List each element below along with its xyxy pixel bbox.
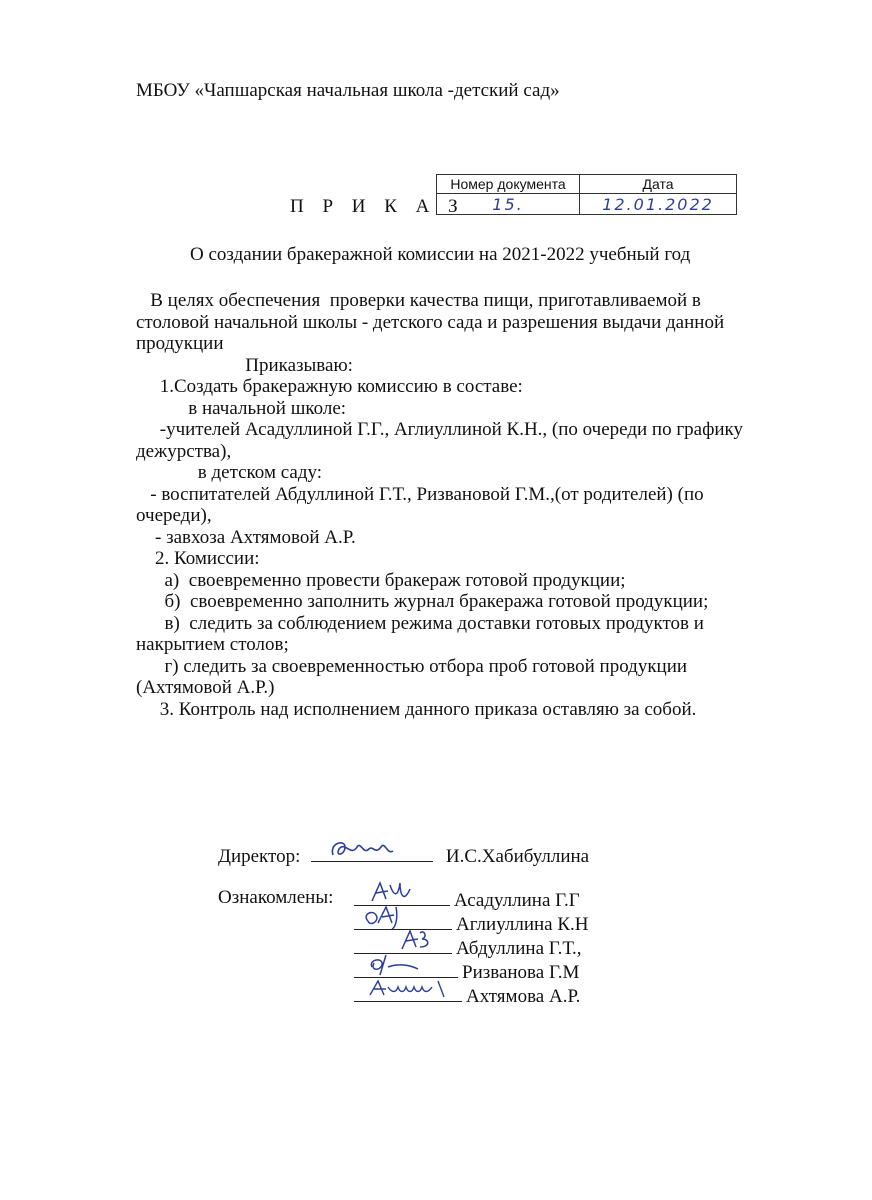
document-number-table bbox=[436, 174, 737, 215]
body-line: Приказываю: bbox=[136, 354, 353, 376]
person-name: Ризванова Г.М bbox=[462, 962, 580, 983]
body-line: очереди), bbox=[136, 505, 212, 526]
body-line: продукции bbox=[136, 333, 224, 354]
body-line: в детском саду: bbox=[136, 462, 323, 483]
signature-line bbox=[354, 983, 462, 1002]
body-line: столовой начальной школы - детского сада и разрешения выдачи данной bbox=[136, 311, 725, 333]
body-line: -учителей Асадуллиной Г.Г., Аглиуллиной К.Н., (по очереди по графику bbox=[136, 419, 744, 440]
person-name: Аглиуллина К.Н bbox=[456, 914, 589, 935]
body-line: 2. Комиссии: bbox=[136, 548, 260, 569]
director-signature bbox=[311, 833, 411, 863]
director-name: И.С.Хабибуллина bbox=[445, 846, 590, 867]
body-line: г) следить за своевременностью отбора проб готовой продукции bbox=[136, 655, 688, 677]
doc-number-header: Номер документа bbox=[437, 175, 580, 194]
order-subject: О создании бракеражной комиссии на 2021-2022 учебный год bbox=[190, 244, 691, 265]
body-line: накрытием столов; bbox=[136, 634, 289, 655]
doc-date-value: 12.01.2022 bbox=[580, 194, 737, 215]
body-line: (Ахтямовой А.Р.) bbox=[136, 677, 275, 698]
body-line: 3. Контроль над исполнением данного приказа оставляю за собой. bbox=[136, 698, 697, 720]
signature-akhtyamova bbox=[354, 973, 462, 1003]
body-line: в) следить за соблюдением режима доставки готовых продуктов и bbox=[136, 612, 704, 634]
body-line: - завхоза Ахтямовой А.Р. bbox=[136, 526, 356, 548]
director-signature-row bbox=[218, 843, 589, 868]
body-line: В целях обеспечения проверки качества пищи, приготавливаемой в bbox=[136, 290, 701, 311]
body-line: а) своевременно провести бракераж готовой продукции; bbox=[136, 569, 626, 591]
person-name: Ахтямова А.Р. bbox=[466, 986, 581, 1007]
person-name: Асадуллина Г.Г bbox=[454, 890, 580, 911]
body-line: - воспитателей Абдуллиной Г.Т., Ризвановой Г.М.,(от родителей) (по bbox=[136, 483, 704, 505]
body-line: дежурства), bbox=[136, 440, 232, 462]
acquainted-row bbox=[354, 983, 580, 1008]
document-title: П Р И К А З bbox=[290, 196, 465, 217]
doc-number-value: 15. bbox=[437, 194, 580, 215]
organization-name: МБОУ «Чапшарская начальная школа -детский сад» bbox=[136, 80, 560, 101]
order-body bbox=[136, 290, 756, 720]
body-line: б) своевременно заполнить журнал бракеража готовой продукции; bbox=[136, 591, 709, 612]
director-signature-line bbox=[311, 843, 433, 862]
body-line: 1.Создать бракеражную комиссию в составе: bbox=[136, 376, 523, 397]
person-name: Абдуллина Г.Т., bbox=[456, 938, 582, 959]
director-label: Директор: bbox=[218, 846, 301, 867]
body-line: в начальной школе: bbox=[136, 397, 347, 419]
doc-date-header: Дата bbox=[580, 175, 737, 194]
acquainted-label: Ознакомлены: bbox=[218, 887, 334, 908]
